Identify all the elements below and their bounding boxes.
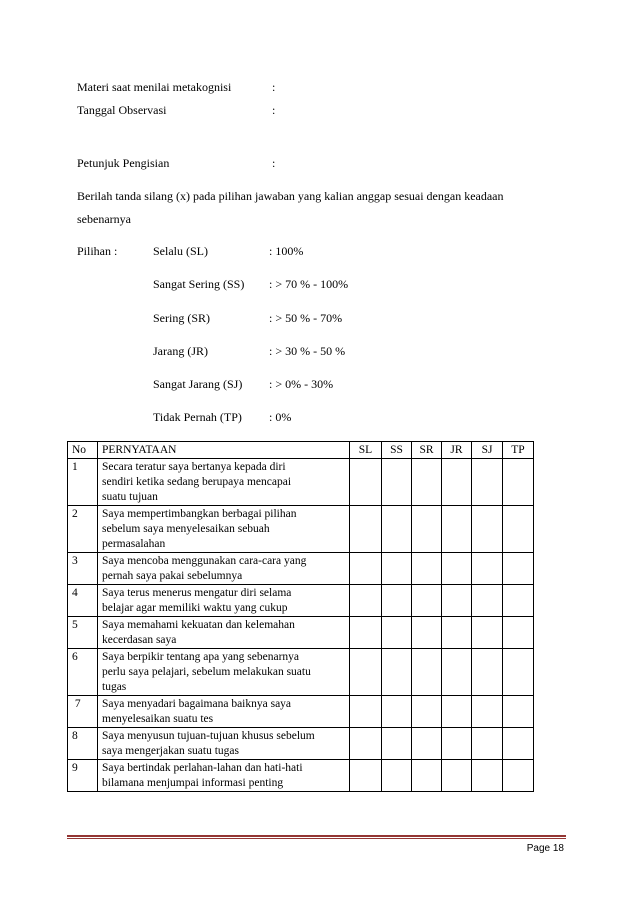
answer-cell-ss[interactable] (382, 760, 412, 792)
answer-cell-tp[interactable] (503, 506, 534, 553)
answer-cell-ss[interactable] (382, 459, 412, 506)
table-header-row (68, 442, 534, 459)
answer-cell-jr[interactable] (442, 728, 472, 760)
materi-label: Materi saat menilai metakognisi (77, 80, 232, 94)
row-statement (98, 585, 350, 617)
answer-cell-sl[interactable] (350, 696, 382, 728)
row-number: 4 (68, 585, 98, 617)
statement-line: sendiri ketika sedang berupaya mencapai (102, 476, 292, 488)
answer-cell-jr[interactable] (442, 585, 472, 617)
answer-cell-sr[interactable] (412, 506, 442, 553)
row-statement (98, 760, 350, 792)
answer-cell-sl[interactable] (350, 506, 382, 553)
header-sr: SR (412, 442, 442, 459)
option-name: Jarang (JR) (153, 344, 208, 358)
footer-rule-thin (67, 838, 566, 839)
header-no: No (68, 442, 98, 459)
table-row (68, 553, 534, 585)
statement-line: Saya mencoba menggunakan cara-cara yang (102, 555, 307, 567)
petunjuk-label: Petunjuk Pengisian (77, 156, 170, 170)
header-tp: TP (503, 442, 534, 459)
answer-cell-sj[interactable] (472, 649, 503, 696)
materi-colon: : (272, 80, 276, 94)
option-name: Selalu (SL) (153, 244, 208, 258)
row-number: 5 (68, 617, 98, 649)
answer-cell-sr[interactable] (412, 553, 442, 585)
answer-cell-sr[interactable] (412, 696, 442, 728)
answer-cell-sl[interactable] (350, 459, 382, 506)
answer-cell-ss[interactable] (382, 649, 412, 696)
table-row (68, 585, 534, 617)
row-number: 7 (68, 696, 98, 728)
row-statement (98, 459, 350, 506)
page-number: Page 18 (526, 843, 564, 854)
row-number: 6 (68, 649, 98, 696)
header-ss: SS (382, 442, 412, 459)
statement-line: bilamana menjumpai informasi penting (102, 777, 284, 789)
answer-cell-jr[interactable] (442, 696, 472, 728)
table-row (68, 760, 534, 792)
options-label: Pilihan : (77, 244, 118, 258)
questionnaire-table (67, 441, 534, 792)
answer-cell-sl[interactable] (350, 728, 382, 760)
answer-cell-ss[interactable] (382, 506, 412, 553)
option-name: Sangat Jarang (SJ) (153, 377, 243, 391)
statement-line: suatu tujuan (102, 491, 158, 503)
option-name: Tidak Pernah (TP) (153, 410, 242, 424)
row-number: 1 (68, 459, 98, 506)
option-value: : > 70 % - 100% (269, 277, 349, 291)
answer-cell-sl[interactable] (350, 649, 382, 696)
answer-cell-sj[interactable] (472, 617, 503, 649)
answer-cell-tp[interactable] (503, 617, 534, 649)
table-row (68, 459, 534, 506)
row-statement (98, 506, 350, 553)
answer-cell-sj[interactable] (472, 459, 503, 506)
statement-line: tugas (102, 681, 127, 693)
row-statement (98, 649, 350, 696)
statement-line: belajar agar memiliki waktu yang cukup (102, 602, 288, 614)
answer-cell-jr[interactable] (442, 760, 472, 792)
statement-line: saya mengerjakan suatu tugas (102, 745, 239, 757)
answer-cell-jr[interactable] (442, 506, 472, 553)
tanggal-label: Tanggal Observasi (77, 103, 167, 117)
answer-cell-sl[interactable] (350, 585, 382, 617)
statement-line: Saya menyusun tujuan-tujuan khusus sebelum (102, 730, 315, 742)
answer-cell-sr[interactable] (412, 585, 442, 617)
table-row (68, 696, 534, 728)
statement-line: Saya menyadari bagaimana baiknya saya (102, 698, 292, 710)
tanggal-colon: : (272, 103, 276, 117)
answer-cell-sr[interactable] (412, 760, 442, 792)
instruction-line-2: sebenarnya (77, 212, 131, 226)
answer-cell-jr[interactable] (442, 553, 472, 585)
answer-cell-tp[interactable] (503, 728, 534, 760)
row-number: 8 (68, 728, 98, 760)
table-row (68, 649, 534, 696)
answer-cell-ss[interactable] (382, 585, 412, 617)
answer-cell-sl[interactable] (350, 617, 382, 649)
header-sj: SJ (472, 442, 503, 459)
statement-line: sebelum saya menyelesaikan sebuah (102, 523, 270, 535)
answer-cell-tp[interactable] (503, 760, 534, 792)
option-value: : 0% (269, 410, 292, 424)
answer-cell-ss[interactable] (382, 617, 412, 649)
option-name: Sering (SR) (153, 311, 210, 325)
header-sl: SL (350, 442, 382, 459)
statement-line: Saya bertindak perlahan-lahan dan hati-hati (102, 762, 303, 774)
statement-line: Saya terus menerus mengatur diri selama (102, 587, 292, 599)
row-statement (98, 696, 350, 728)
statement-line: Saya berpikir tentang apa yang sebenarnya (102, 651, 300, 663)
option-value: : 100% (269, 244, 304, 258)
answer-cell-sr[interactable] (412, 617, 442, 649)
statement-line: Saya memahami kekuatan dan kelemahan (102, 619, 295, 631)
answer-cell-sj[interactable] (472, 728, 503, 760)
answer-cell-sj[interactable] (472, 760, 503, 792)
answer-cell-tp[interactable] (503, 459, 534, 506)
answer-cell-sl[interactable] (350, 553, 382, 585)
petunjuk-colon: : (272, 156, 276, 170)
row-number: 9 (68, 760, 98, 792)
option-name: Sangat Sering (SS) (153, 277, 245, 291)
answer-cell-sl[interactable] (350, 760, 382, 792)
answer-cell-jr[interactable] (442, 459, 472, 506)
table-row (68, 617, 534, 649)
statement-line: Secara teratur saya bertanya kepada diri (102, 461, 286, 473)
row-statement (98, 617, 350, 649)
answer-cell-ss[interactable] (382, 728, 412, 760)
statement-line: perlu saya pelajari, sebelum melakukan suatu (102, 666, 311, 678)
option-value: : > 30 % - 50 % (269, 344, 346, 358)
answer-cell-sj[interactable] (472, 696, 503, 728)
footer-rule (67, 835, 566, 837)
answer-cell-sr[interactable] (412, 649, 442, 696)
statement-line: pernah saya pakai sebelumnya (102, 570, 243, 582)
answer-cell-tp[interactable] (503, 553, 534, 585)
answer-cell-tp[interactable] (503, 649, 534, 696)
answer-cell-ss[interactable] (382, 553, 412, 585)
statement-line: permasalahan (102, 538, 166, 550)
answer-cell-ss[interactable] (382, 696, 412, 728)
statement-line: kecerdasan saya (102, 634, 177, 646)
answer-cell-sr[interactable] (412, 459, 442, 506)
option-value: : > 50 % - 70% (269, 311, 343, 325)
table-row (68, 506, 534, 553)
answer-cell-sj[interactable] (472, 553, 503, 585)
option-value: : > 0% - 30% (269, 377, 334, 391)
row-statement (98, 553, 350, 585)
answer-cell-sj[interactable] (472, 506, 503, 553)
answer-cell-tp[interactable] (503, 696, 534, 728)
statement-line: menyelesaikan suatu tes (102, 713, 214, 725)
header-pernyataan: PERNYATAAN (98, 442, 350, 459)
answer-cell-sj[interactable] (472, 585, 503, 617)
table-row (68, 728, 534, 760)
answer-cell-jr[interactable] (442, 617, 472, 649)
row-statement (98, 728, 350, 760)
answer-cell-jr[interactable] (442, 649, 472, 696)
answer-cell-sr[interactable] (412, 728, 442, 760)
header-jr: JR (442, 442, 472, 459)
answer-cell-tp[interactable] (503, 585, 534, 617)
instruction-line-1: Berilah tanda silang (x) pada pilihan jawaban yang kalian anggap sesuai dengan keadaan (77, 189, 504, 203)
row-number: 2 (68, 506, 98, 553)
statement-line: Saya mempertimbangkan berbagai pilihan (102, 508, 297, 520)
row-number: 3 (68, 553, 98, 585)
